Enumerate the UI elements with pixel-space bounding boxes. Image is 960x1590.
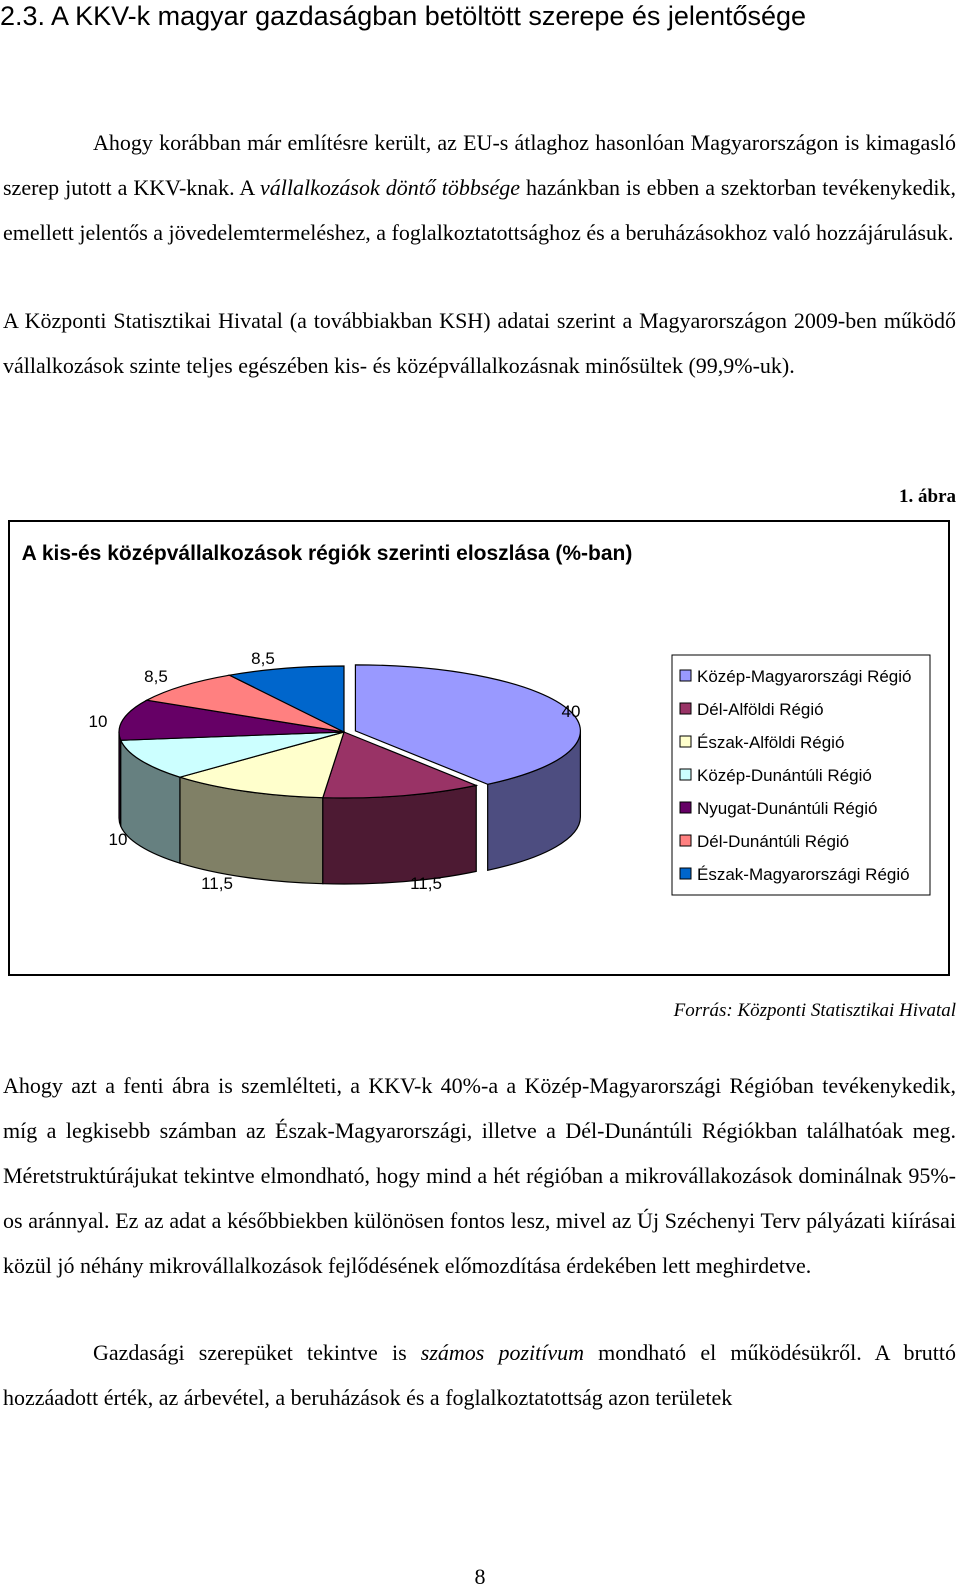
page-number: 8 xyxy=(474,1564,486,1589)
paragraph-intro-emphasis: vállalkozások döntő többsége xyxy=(259,175,521,200)
data-label-7: 8,5 xyxy=(251,649,275,668)
paragraph-positives-text-2: mondható el működésükről. A bruttó hozzáadott érték, az árbevétel, a beruházások és a foglalkoztatottság azon területek xyxy=(3,1340,956,1410)
paragraph-analysis: Ahogy azt a fenti ábra is szemlélteti, a KKV-k 40%-a a Közép-Magyarországi Régióban tevékenykedik, míg a legkisebb számban az Észak-Magyarországi, illetve a Dél-Dunántúli Régiókban találhatóak meg. Méretstruktúrájukat tekintve elmondható, hogy mind a hét régióban a mikrovállakozások dominálnak 95%-os aránnyal. Ez az adat a későbbiekben különösen fontos lesz, mivel az Új Széchenyi Terv pályázati kiírásai közül jó néhány mikrovállalkozások fejlődésének előmozdítása érdekében lett meghirdetve. xyxy=(3,1073,956,1278)
data-label-6: 8,5 xyxy=(144,667,168,686)
legend-swatch-5 xyxy=(680,802,691,813)
legend-swatch-1 xyxy=(680,670,691,681)
legend-swatch-3 xyxy=(680,736,691,747)
legend-label-7: Észak-Magyarországi Régió xyxy=(697,865,910,884)
legend-swatch-6 xyxy=(680,835,691,846)
paragraph-intro-text-2: hazánkban is ebben a szektorban tevékenykedik, emellett jelentős a jövedelemtermeléshez, a foglalkoztatottsághoz és a beruházásokhoz való hozzájárulásuk. xyxy=(3,175,956,245)
legend-swatch-2 xyxy=(680,703,691,714)
paragraph-positives xyxy=(3,1330,956,1420)
paragraph-intro-text-1: Ahogy korábban már említésre került, az EU-s átlaghoz hasonlóan Magyarországon is kimagasló szerep jutott a KKV-knak. A xyxy=(3,130,956,200)
figure-frame xyxy=(8,520,950,976)
data-label-1: 40 xyxy=(561,702,581,721)
paragraph-positives-emphasis: számos pozitívum xyxy=(420,1340,585,1365)
legend-label-6: Dél-Dunántúli Régió xyxy=(697,832,850,851)
section-heading: 2.3. A KKV-k magyar gazdaságban betöltött szerepe és jelentősége xyxy=(0,1,807,31)
legend-label-4: Közép-Dunántúli Régió xyxy=(697,766,872,785)
pie-side-2 xyxy=(323,785,476,884)
paragraph-positives-text-1: Gazdasági szerepüket tekintve is xyxy=(93,1340,421,1365)
data-label-3: 11,5 xyxy=(201,874,233,893)
figure-source: Forrás: Központi Statisztikai Hivatal xyxy=(673,1000,956,1021)
data-label-5: 10 xyxy=(88,712,108,731)
legend-swatch-7 xyxy=(680,868,691,879)
chart-title: A kis-és középvállalkozások régiók szerinti eloszlása (%-ban) xyxy=(21,542,633,565)
legend-swatch-4 xyxy=(680,769,691,780)
legend-label-2: Dél-Alföldi Régió xyxy=(697,700,824,719)
legend-label-5: Nyugat-Dunántúli Régió xyxy=(697,799,878,818)
data-label-2: 11,5 xyxy=(410,874,442,893)
paragraph-ksh: A Központi Statisztikai Hivatal (a továbbiakban KSH) adatai szerint a Magyarországon 2009-ben működő vállalkozások szinte teljes egészében kis- és középvállalkozásnak minősültek (99,9%-uk). xyxy=(3,308,956,378)
data-label-4: 10 xyxy=(108,830,128,849)
paragraph-intro xyxy=(3,120,956,255)
figure-number: 1. ábra xyxy=(899,486,956,507)
legend-label-3: Észak-Alföldi Régió xyxy=(697,733,845,752)
legend-label-1: Közép-Magyarországi Régió xyxy=(697,667,912,686)
pie-chart xyxy=(10,522,952,978)
